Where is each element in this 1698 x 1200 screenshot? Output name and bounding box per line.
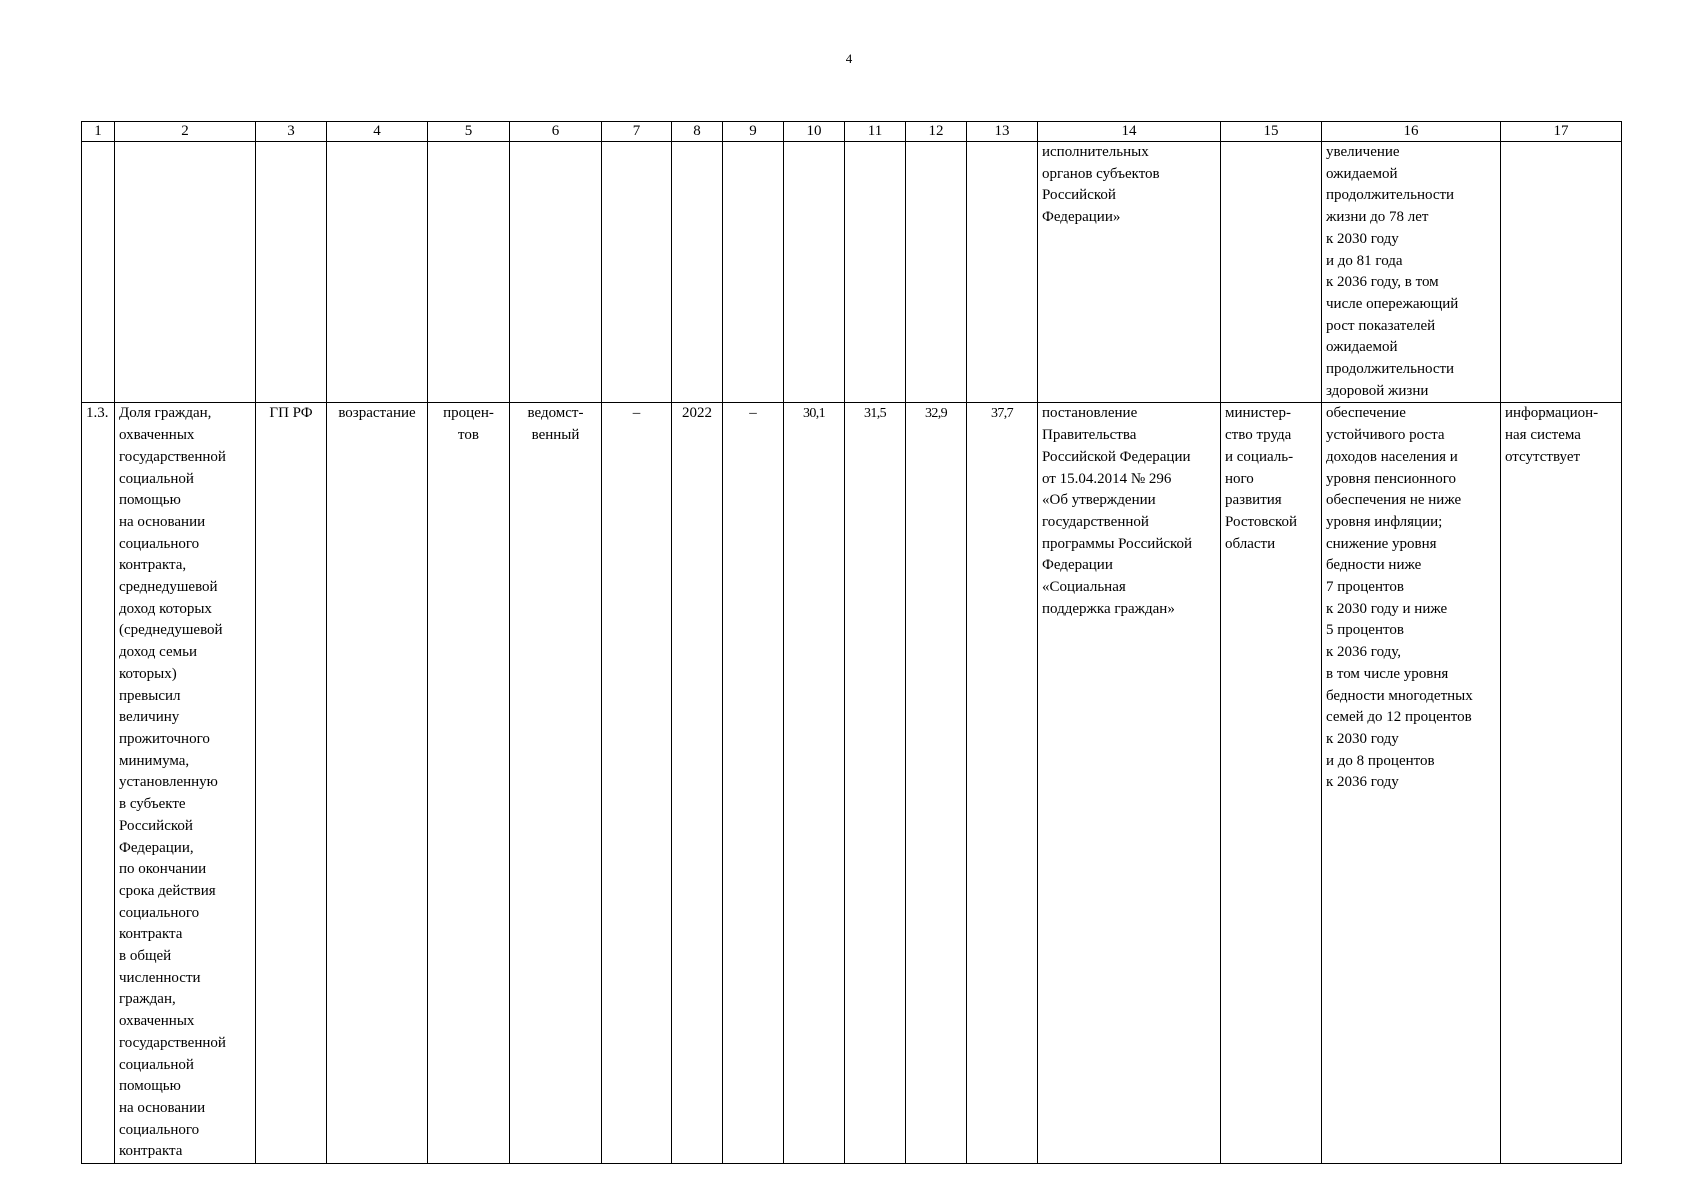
text-line: ная система xyxy=(1505,427,1581,444)
text-line: охваченных xyxy=(119,1013,195,1030)
text-line: 5 процентов xyxy=(1326,622,1404,639)
cell-empty xyxy=(428,142,510,403)
text-line: государственной xyxy=(1042,513,1149,530)
text-line: социального xyxy=(119,904,200,921)
text-line: ожидаемой xyxy=(1326,165,1398,182)
information-system xyxy=(1501,403,1622,1164)
cell-empty xyxy=(845,142,906,403)
text-line: Российской xyxy=(1042,187,1116,204)
text-line: установленную xyxy=(119,774,218,791)
text-line: устойчивого роста xyxy=(1326,427,1445,444)
text-line: государственной xyxy=(119,448,226,465)
text-line: числе опережающий xyxy=(1326,295,1459,312)
cell-empty xyxy=(967,142,1038,403)
text-line: Правительства xyxy=(1042,427,1137,444)
header-cell: 13 xyxy=(967,122,1038,142)
text-line: «Социальная xyxy=(1042,579,1126,596)
text-line: по окончании xyxy=(119,861,207,878)
cell-empty xyxy=(723,142,784,403)
text-line: жизни до 78 лет xyxy=(1326,209,1429,226)
text-line: к 2030 году xyxy=(1326,730,1399,747)
text-line: социального xyxy=(119,1121,200,1138)
text-line: органов субъектов xyxy=(1042,165,1160,182)
indicator-name xyxy=(115,403,256,1164)
indicators-table xyxy=(81,121,1622,1164)
text-line: министер- xyxy=(1225,405,1291,422)
text-line: социальной xyxy=(119,470,194,487)
text-line: в субъекте xyxy=(119,796,186,813)
text-line: срока действия xyxy=(119,882,216,899)
header-cell: 10 xyxy=(784,122,845,142)
text-line: доход которых xyxy=(119,600,212,617)
text-line: продолжительности xyxy=(1326,361,1455,378)
text-line: уровня инфляции; xyxy=(1326,513,1443,530)
header-cell: 16 xyxy=(1322,122,1501,142)
header-cell: 1 xyxy=(82,122,115,142)
text-line: бедности многодетных xyxy=(1326,687,1473,704)
text-line: ожидаемой xyxy=(1326,339,1398,356)
text-line: (среднедушевой xyxy=(119,622,223,639)
text-line: государственной xyxy=(119,1034,226,1051)
cell-empty xyxy=(784,142,845,403)
text-line: помощью xyxy=(119,492,181,509)
header-cell: 17 xyxy=(1501,122,1622,142)
header-cell: 5 xyxy=(428,122,510,142)
cell-empty xyxy=(115,142,256,403)
text-line: программы Российской xyxy=(1042,535,1193,552)
text-line: социальной xyxy=(119,1056,194,1073)
header-cell: 4 xyxy=(327,122,428,142)
page-number: 4 xyxy=(845,51,853,66)
text-line: Российской xyxy=(119,817,193,834)
header-cell: 2 xyxy=(115,122,256,142)
header-cell: 15 xyxy=(1221,122,1322,142)
national-goal-link xyxy=(1322,403,1501,1164)
text-line: ного xyxy=(1225,470,1254,487)
text-line: тов xyxy=(458,427,479,444)
row-number: 1.3. xyxy=(82,403,115,1164)
indicator-type xyxy=(510,403,602,1164)
text-line: в общей xyxy=(119,948,172,965)
cell-empty xyxy=(510,142,602,403)
text-line: в том числе уровня xyxy=(1326,665,1449,682)
legal-basis-continuation xyxy=(1038,142,1221,403)
text-line: контракта, xyxy=(119,557,187,574)
text-line: к 2036 году xyxy=(1326,774,1399,791)
value-col13: 37,7 xyxy=(967,403,1038,1164)
text-line: развития xyxy=(1225,492,1282,509)
value-col11: 31,5 xyxy=(845,403,906,1164)
text-line: семей до 12 процентов xyxy=(1326,709,1472,726)
header-cell: 6 xyxy=(510,122,602,142)
text-line: Федерации» xyxy=(1042,209,1121,226)
header-row xyxy=(82,122,1622,142)
text-line: 7 процентов xyxy=(1326,579,1404,596)
text-line: Доля граждан, xyxy=(119,405,212,422)
cell-empty xyxy=(327,142,428,403)
text-line: к 2036 году, в том xyxy=(1326,274,1439,291)
text-line: Федерации, xyxy=(119,839,194,856)
text-line: Федерации xyxy=(1042,557,1113,574)
text-line: обеспечение xyxy=(1326,405,1406,422)
text-line: рост показателей xyxy=(1326,317,1436,334)
header-cell: 12 xyxy=(906,122,967,142)
text-line: области xyxy=(1225,535,1276,552)
text-line: превысил xyxy=(119,687,181,704)
text-line: величину xyxy=(119,709,180,726)
text-line: «Об утверждении xyxy=(1042,492,1156,509)
indicator-level: ГП РФ xyxy=(256,403,327,1164)
text-line: на основании xyxy=(119,1099,206,1116)
header-cell: 11 xyxy=(845,122,906,142)
header-cell: 7 xyxy=(602,122,672,142)
text-line: уровня пенсионного xyxy=(1326,470,1456,487)
cell-empty xyxy=(672,142,723,403)
value-col10: 30,1 xyxy=(784,403,845,1164)
text-line: социального xyxy=(119,535,200,552)
text-line: минимума, xyxy=(119,752,190,769)
text-line: Российской Федерации xyxy=(1042,448,1191,465)
cell-empty xyxy=(602,142,672,403)
text-line: и социаль- xyxy=(1225,448,1294,465)
continuation-row xyxy=(82,142,1622,403)
base-year: 2022 xyxy=(672,403,723,1164)
cell-empty xyxy=(1221,142,1322,403)
text-line: Ростовской xyxy=(1225,513,1298,530)
text-line: граждан, xyxy=(119,991,176,1008)
header-cell: 3 xyxy=(256,122,327,142)
text-line: снижение уровня xyxy=(1326,535,1437,552)
cell-empty xyxy=(82,142,115,403)
text-line: и до 8 процентов xyxy=(1326,752,1435,769)
text-line: отсутствует xyxy=(1505,448,1581,465)
national-goal-continuation xyxy=(1322,142,1501,403)
text-line: постановление xyxy=(1042,405,1138,422)
text-line: прожиточного xyxy=(119,730,210,747)
header-cell: 14 xyxy=(1038,122,1221,142)
header-cell: 8 xyxy=(672,122,723,142)
text-line: охваченных xyxy=(119,427,195,444)
text-line: которых) xyxy=(119,665,177,682)
text-line: контракта xyxy=(119,926,183,943)
text-line: увеличение xyxy=(1326,144,1400,160)
text-line: среднедушевой xyxy=(119,579,218,596)
text-line: и до 81 года xyxy=(1326,252,1403,269)
text-line: поддержка граждан» xyxy=(1042,600,1175,617)
text-line: венный xyxy=(531,427,580,444)
responsible-body xyxy=(1221,403,1322,1164)
unit-of-measure xyxy=(428,403,510,1164)
table-row xyxy=(82,403,1622,1164)
cell-empty xyxy=(906,142,967,403)
text-line: доходов населения и xyxy=(1326,448,1458,465)
text-line: бедности ниже xyxy=(1326,557,1422,574)
text-line: к 2030 году xyxy=(1326,230,1399,247)
text-line: ство труда xyxy=(1225,427,1292,444)
text-line: информацион- xyxy=(1505,405,1599,422)
text-line: на основании xyxy=(119,513,206,530)
value-col9: – xyxy=(723,403,784,1164)
legal-basis xyxy=(1038,403,1221,1164)
text-line: от 15.04.2014 № 296 xyxy=(1042,470,1172,487)
text-line: процен- xyxy=(443,405,494,422)
header-cell: 9 xyxy=(723,122,784,142)
base-value: – xyxy=(602,403,672,1164)
text-line: ведомст- xyxy=(527,405,584,422)
text-line: численности xyxy=(119,969,201,986)
text-line: обеспечения не ниже xyxy=(1326,492,1462,509)
cell-empty xyxy=(256,142,327,403)
trend-direction: возрастание xyxy=(327,403,428,1164)
value-col12: 32,9 xyxy=(906,403,967,1164)
text-line: продолжительности xyxy=(1326,187,1455,204)
text-line: к 2030 году и ниже xyxy=(1326,600,1448,617)
cell-empty xyxy=(1501,142,1622,403)
text-line: помощью xyxy=(119,1078,181,1095)
text-line: исполнительных xyxy=(1042,144,1149,160)
text-line: к 2036 году, xyxy=(1326,644,1402,661)
text-line: здоровой жизни xyxy=(1326,382,1429,399)
text-line: доход семьи xyxy=(119,644,197,661)
text-line: контракта xyxy=(119,1143,183,1160)
